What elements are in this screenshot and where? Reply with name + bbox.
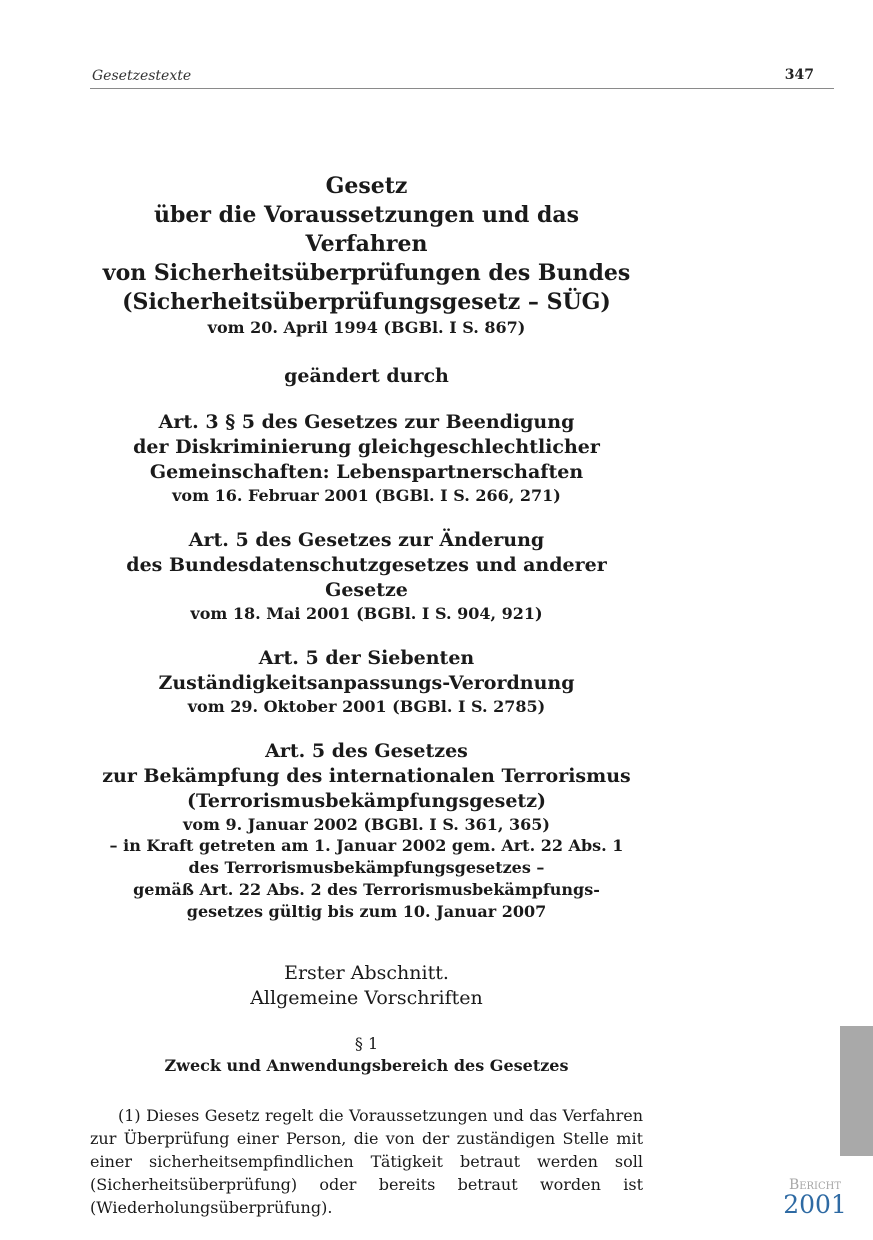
amendment-date: vom 18. Mai 2001 (BGBl. I S. 904, 921) (190, 604, 543, 623)
text-column (90, 172, 643, 1235)
law-title-line: von Sicherheitsüberprüfungen des Bundes (102, 260, 631, 286)
amendment-line: Gemeinschaften: Lebenspartnerschaften (149, 461, 584, 483)
chapter-tab-marker (840, 1026, 873, 1156)
amendment-note: des Terrorismusbekämpfungsgesetzes – (188, 858, 545, 877)
amendment-line: Art. 5 des Gesetzes zur Änderung (188, 529, 545, 551)
amendments-intro: geändert durch (284, 365, 449, 387)
amendment-line: der Diskriminierung gleichgeschlechtlicher (133, 436, 600, 458)
running-header (90, 66, 834, 89)
amendment-line: Art. 5 des Gesetzes (265, 740, 468, 762)
amendment-note: gesetzes gültig bis zum 10. Januar 2007 (186, 902, 547, 921)
amendment-date: vom 29. Oktober 2001 (BGBl. I S. 2785) (187, 697, 546, 716)
amendment-line: Art. 5 der Siebenten (258, 647, 475, 669)
paragraph-text: (1) Dieses Gesetz regelt die Voraussetzungen und das Verfahren zur Überprüfung einer Person, die von der zuständigen Stelle mit einer sicherheitsempfindlichen Tätigkeit betraut werden soll (Sicherheitsüberprüfung) oder bereits betraut worden ist (Wiederholungsüberprüfung). (90, 1106, 643, 1217)
amendment-line: (Terrorismusbekämpfungsgesetz) (186, 790, 546, 812)
law-title-block (90, 172, 643, 338)
law-date: vom 20. April 1994 (BGBl. I S. 867) (207, 318, 526, 337)
law-title-line: Gesetz (325, 173, 408, 199)
amendment-note: gemäß Art. 22 Abs. 2 des Terrorismusbekämpfungs- (133, 880, 600, 899)
amendment-line: zur Bekämpfung des internationalen Terrorismus (102, 765, 631, 787)
amendment-block (90, 739, 643, 923)
report-logo-word: Bericht (788, 1177, 842, 1193)
amendment-block (90, 646, 643, 717)
amendment-date: vom 9. Januar 2002 (BGBl. I S. 361, 365) (183, 815, 550, 834)
law-title-line: über die Voraussetzungen und das Verfahren (153, 202, 580, 257)
amendment-block (90, 410, 643, 506)
paragraph-number: § 1 (354, 1034, 379, 1053)
amendment-block (90, 528, 643, 624)
amendment-line: Art. 3 § 5 des Gesetzes zur Beendigung (158, 411, 575, 433)
report-logo (780, 1177, 850, 1217)
paragraph-title: Zweck und Anwendungsbereich des Gesetzes (164, 1056, 569, 1075)
amendment-line: des Bundesdatenschutzgesetzes und anderer Gesetze (126, 554, 607, 601)
report-logo-year: 2001 (783, 1190, 847, 1219)
amendment-line: Zuständigkeitsanpassungs-Verordnung (158, 672, 575, 694)
page-number: 347 (784, 67, 814, 83)
section-number: Erster Abschnitt. (284, 962, 449, 984)
section-label: Gesetzestexte (92, 68, 192, 84)
section-heading (90, 961, 643, 1011)
amendment-date: vom 16. Februar 2001 (BGBl. I S. 266, 271) (172, 486, 561, 505)
section-title: Allgemeine Vorschriften (250, 987, 483, 1009)
amendment-note: – in Kraft getreten am 1. Januar 2002 gem. Art. 22 Abs. 1 (109, 836, 624, 855)
law-title-line: (Sicherheitsüberprüfungsgesetz – SÜG) (122, 289, 611, 315)
